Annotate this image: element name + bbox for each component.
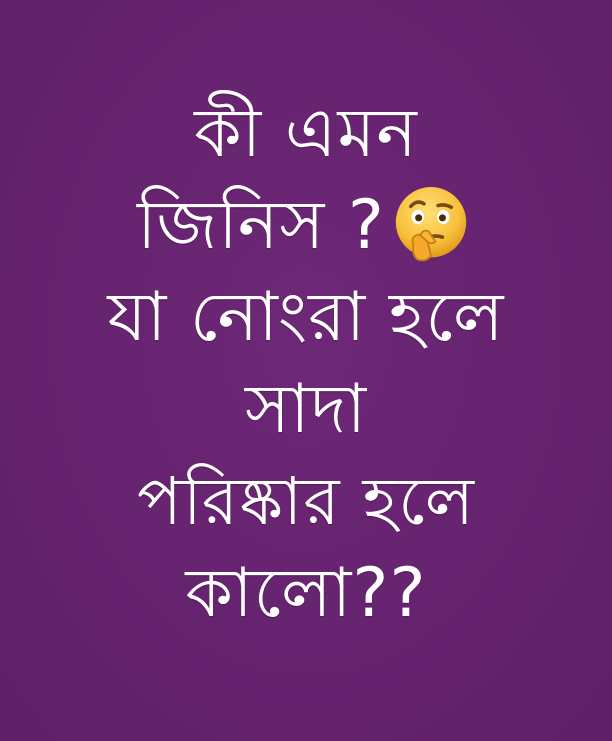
thinking-face-icon (387, 180, 475, 268)
riddle-line-2-text: জিনিস ? (137, 186, 385, 265)
riddle-line-4: সাদা (244, 370, 368, 449)
riddle-line-2 (0, 180, 612, 272)
riddle-text-block (0, 88, 612, 640)
riddle-line-6: কালো?? (185, 554, 427, 633)
riddle-line-3: যা নোংরা হলে (107, 278, 505, 357)
riddle-line-5: পরিষ্কার হলে (137, 463, 475, 540)
riddle-line-1: কী এমন (194, 94, 418, 173)
